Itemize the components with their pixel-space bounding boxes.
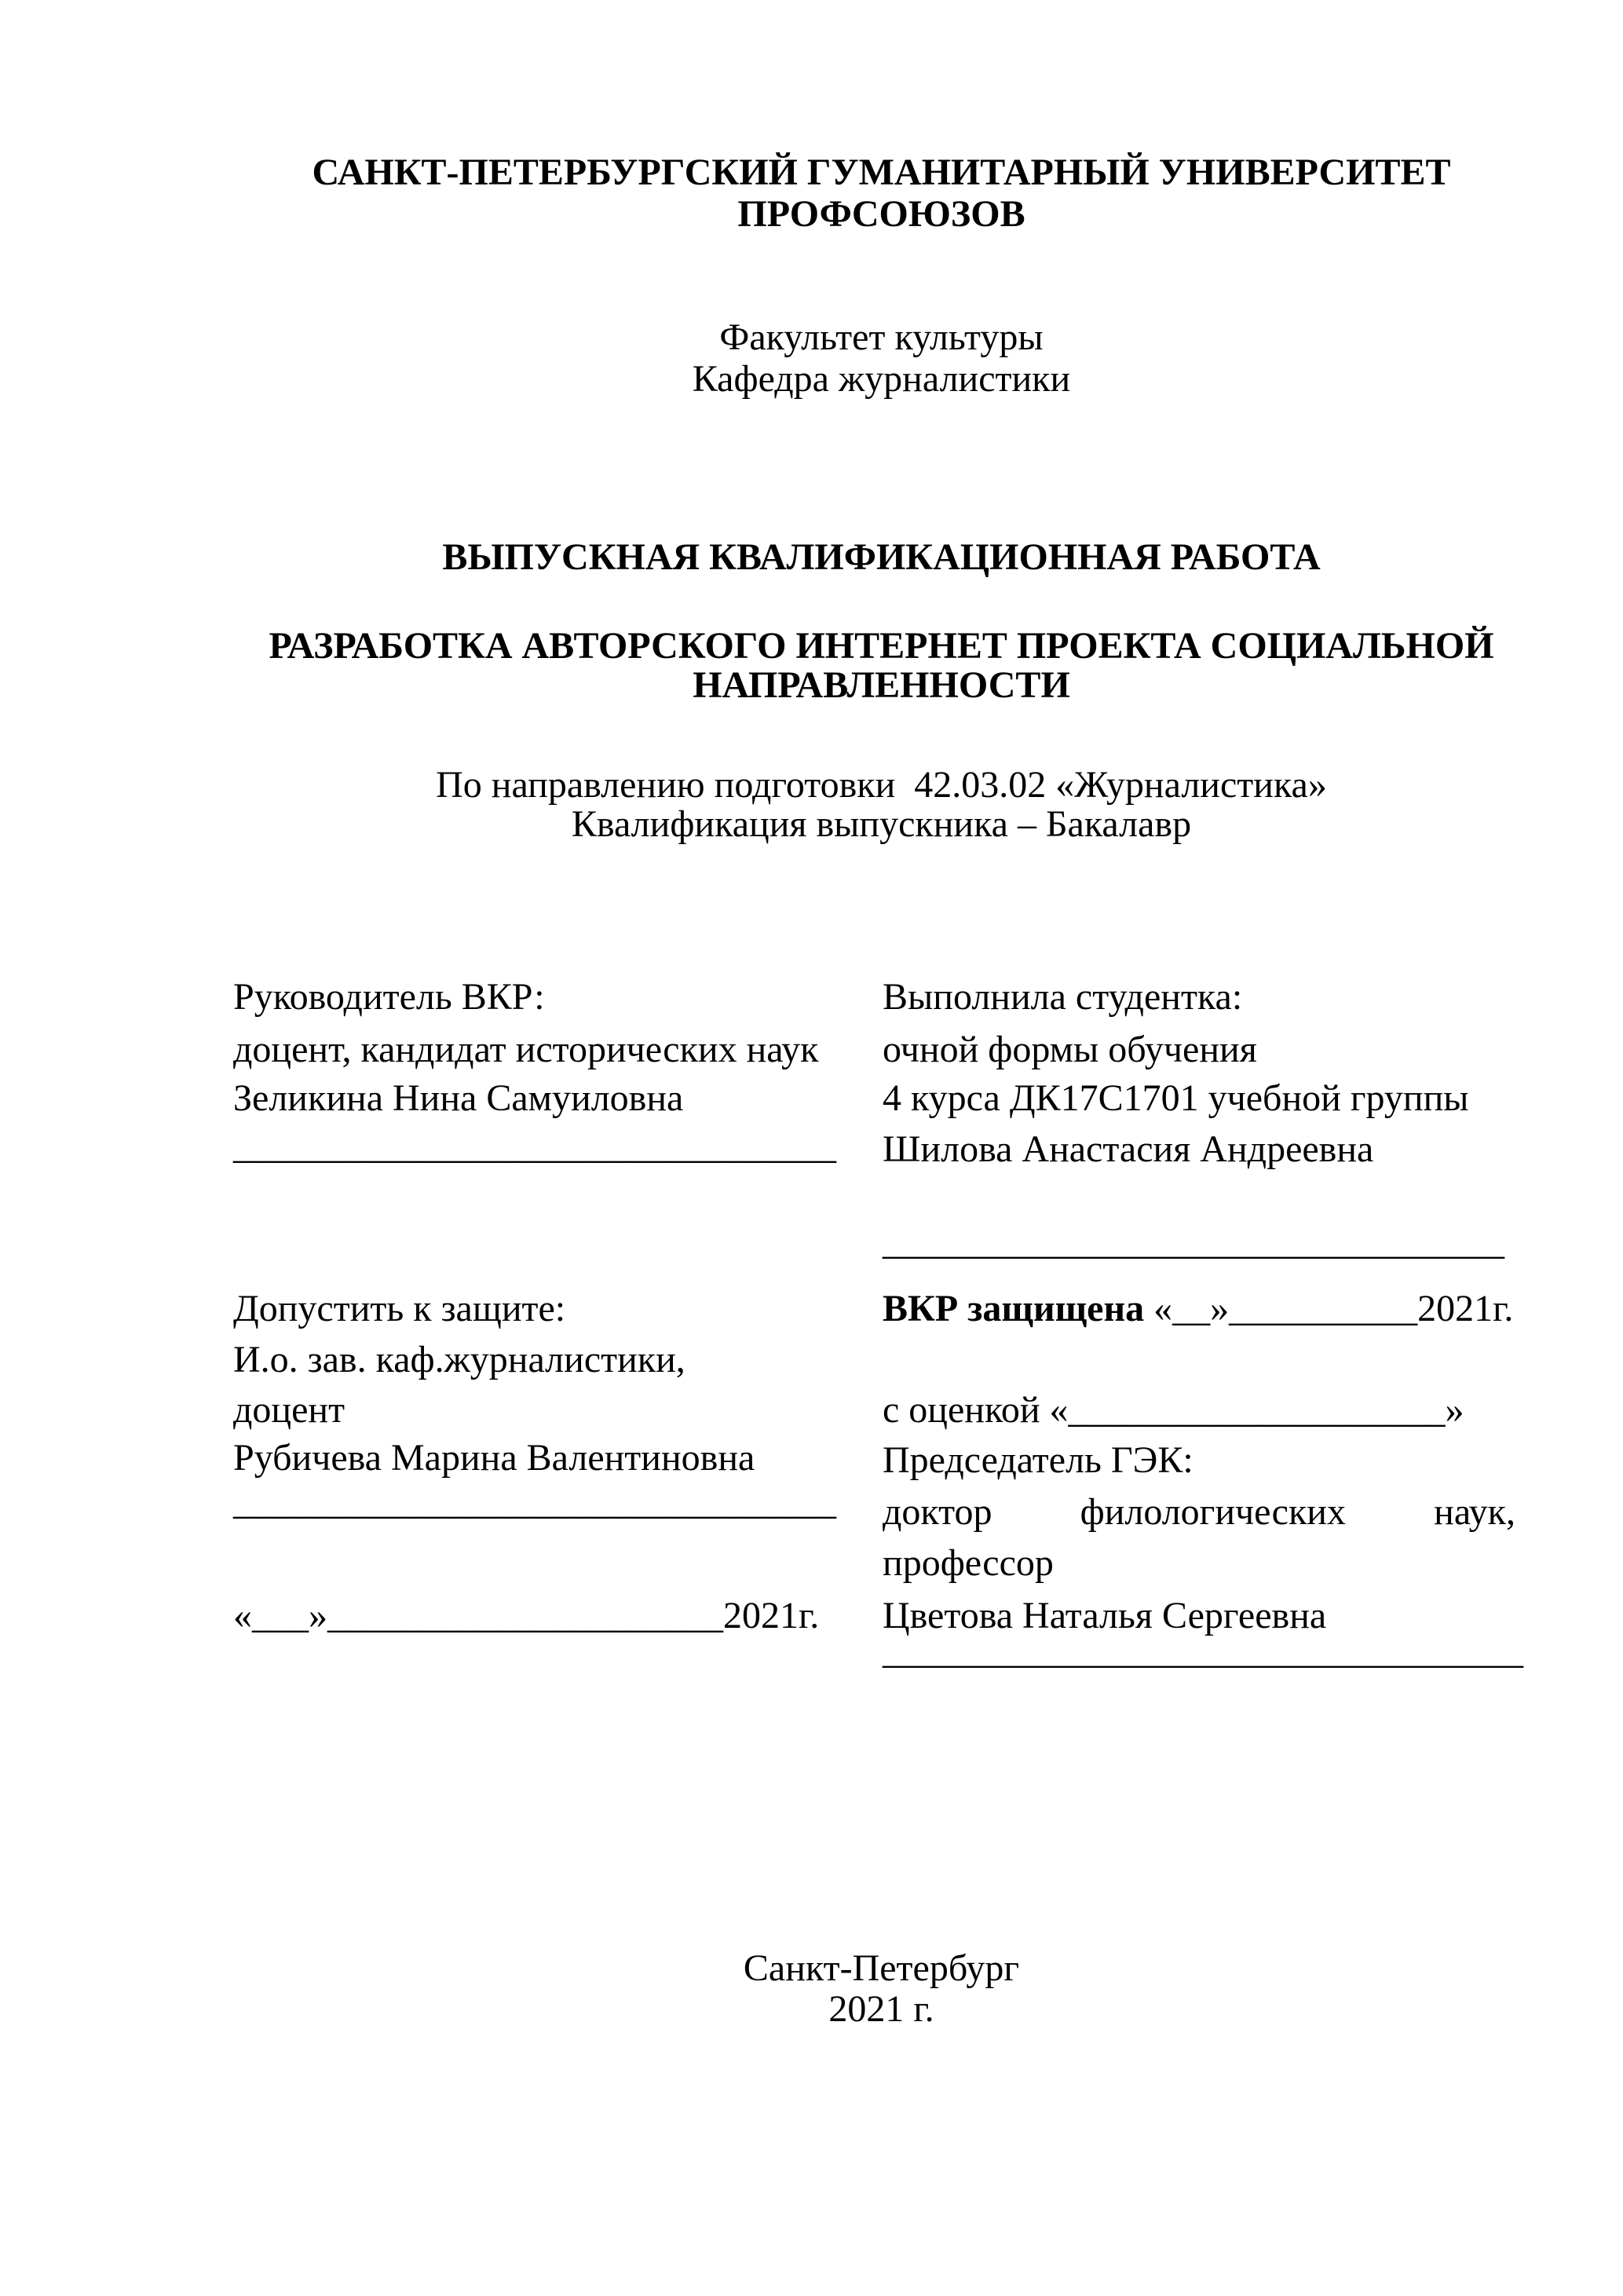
supervisor-position: доцент, кандидат исторических наук (233, 1029, 819, 1070)
degree-word-2: филологических (1080, 1491, 1346, 1533)
supervisor-heading: Руководитель ВКР: (233, 976, 545, 1018)
admission-heading: Допустить к защите: (233, 1288, 566, 1329)
program-line: По направлению подготовки 42.03.02 «Журналистика» (436, 764, 1327, 806)
admission-position-line2: доцент (233, 1389, 345, 1431)
defense-chairman-degree-line (883, 1493, 1515, 1531)
supervisor-signature-line: ________________________________ (233, 1125, 836, 1167)
university-name-line2: ПРОФСОЮЗОВ (737, 193, 1025, 235)
student-group-line: 4 курса ДК17С1701 учебной группы (883, 1077, 1469, 1119)
admission-signature-line: ________________________________ (233, 1481, 836, 1523)
student-signature-line: _________________________________ (883, 1221, 1504, 1263)
department-line: Кафедра журналистики (692, 358, 1071, 400)
supervisor-name: Зеликина Нина Самуиловна (233, 1077, 684, 1119)
defense-signature-line: __________________________________ (883, 1630, 1523, 1672)
work-type-heading: ВЫПУСКНАЯ КВАЛИФИКАЦИОННАЯ РАБОТА (442, 536, 1321, 578)
footer-year: 2021 г. (828, 1988, 934, 2030)
degree-word-3: наук, (1434, 1491, 1515, 1533)
student-name: Шилова Анастасия Андреевна (883, 1128, 1374, 1170)
defense-defended-date: «__»__________2021г. (1144, 1288, 1514, 1329)
admission-position-line1: И.о. зав. каф.журналистики, (233, 1339, 685, 1380)
defense-chairman-title: профессор (883, 1542, 1054, 1584)
qualification-line: Квалификация выпускника – Бакалавр (571, 803, 1192, 845)
defense-chairman-heading: Председатель ГЭК: (883, 1439, 1193, 1481)
student-heading: Выполнила студентка: (883, 976, 1243, 1018)
admission-date-line: «___»_____________________2021г. (233, 1595, 820, 1636)
footer-city: Санкт-Петербург (743, 1947, 1020, 1989)
work-title-line2: НАПРАВЛЕННОСТИ (693, 664, 1070, 706)
defense-grade-line: с оценкой «____________________» (883, 1389, 1464, 1431)
work-title-line1: РАЗРАБОТКА АВТОРСКОГО ИНТЕРНЕТ ПРОЕКТА СОЦИАЛЬНОЙ (269, 625, 1494, 667)
student-study-form: очной формы обучения (883, 1029, 1257, 1070)
admission-name: Рубичева Марина Валентиновна (233, 1437, 755, 1479)
degree-word-1: доктор (883, 1491, 992, 1533)
defense-chairman-name: Цветова Наталья Сергеевна (883, 1595, 1327, 1636)
defense-defended-line (883, 1290, 1515, 1328)
university-name-line1: САНКТ-ПЕТЕРБУРГСКИЙ ГУМАНИТАРНЫЙ УНИВЕРСИТЕТ (312, 152, 1451, 193)
faculty-line: Факультет культуры (719, 316, 1044, 358)
defense-defended-label: ВКР защищена (883, 1288, 1145, 1329)
